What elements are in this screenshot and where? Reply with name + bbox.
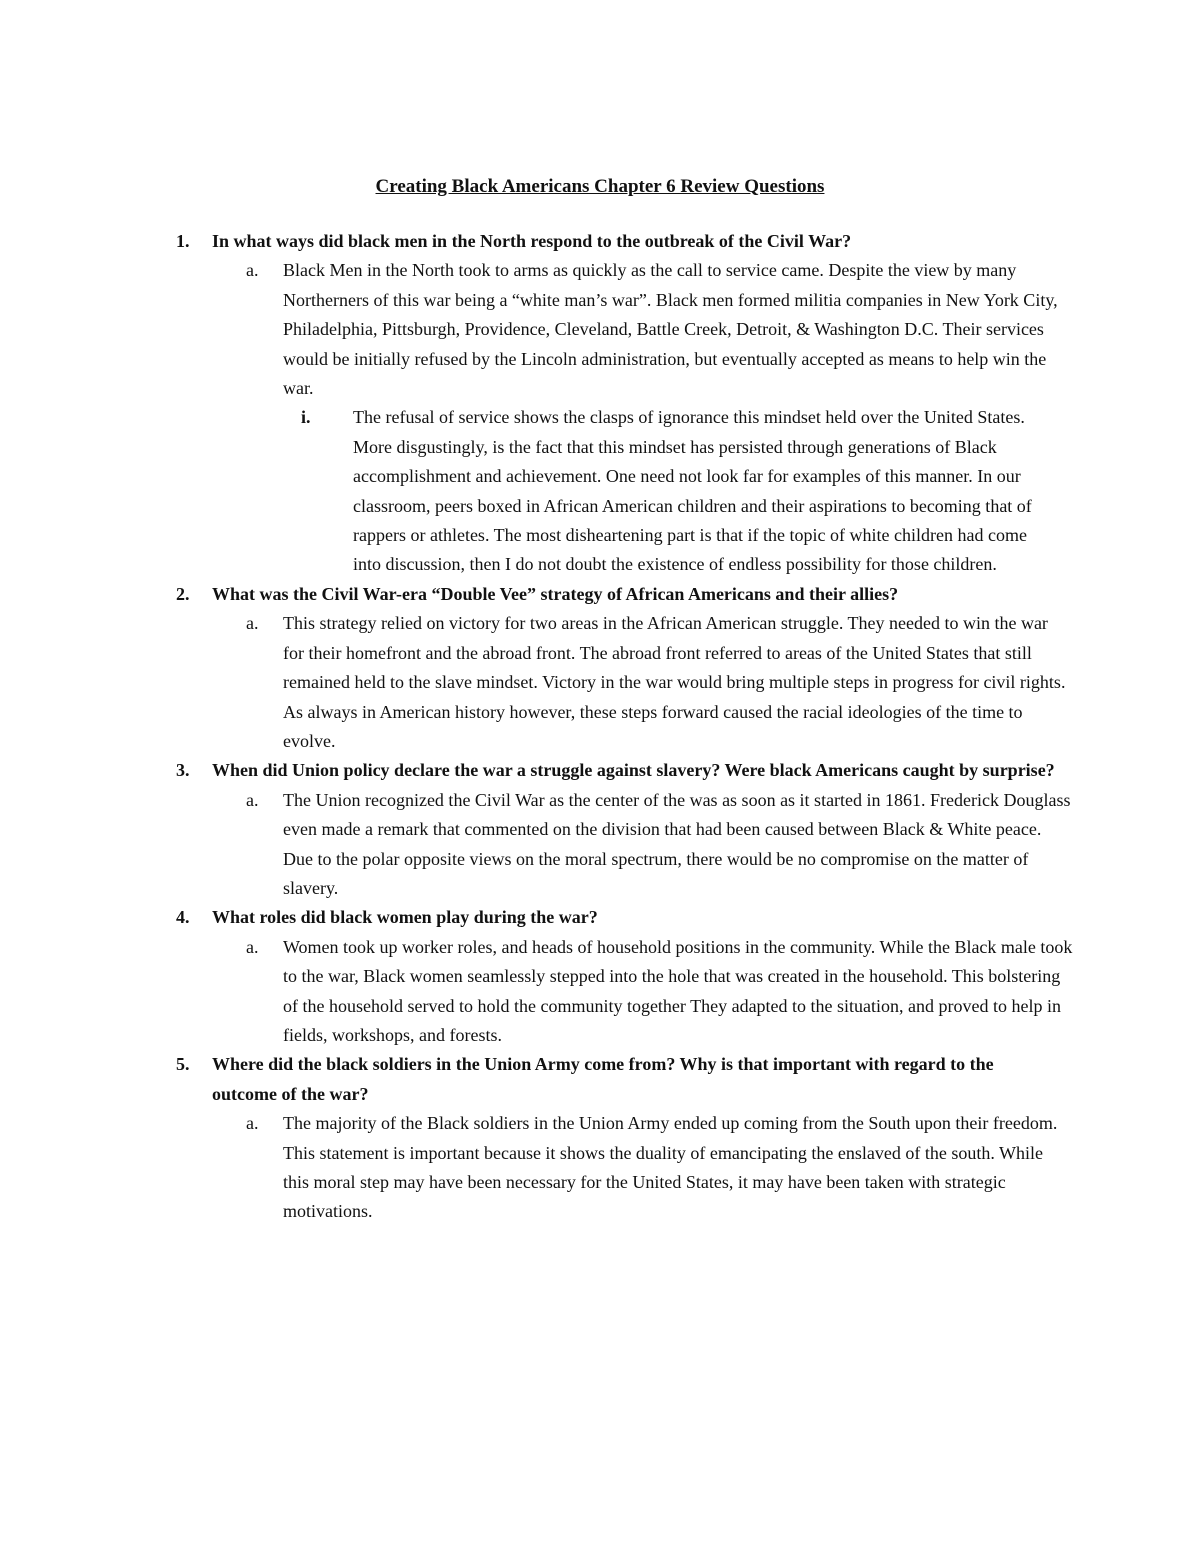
answer-letter: a. [246,1113,259,1134]
question-item [0,580,1200,756]
question-text: Where did the black soldiers in the Union Army come from? Why is that important with regard to the outcome of the war? [212,1054,994,1104]
answer-letter: a. [246,936,259,957]
question-number: 1. [176,231,190,251]
answer-item [0,786,1200,904]
question-text: In what ways did black men in the North respond to the outbreak of the Civil War? [212,231,852,251]
question-number: 3. [176,760,190,781]
question-item [0,756,1200,903]
answer-item [0,933,1200,1051]
question-text: What was the Civil War-era “Double Vee” strategy of African Americans and their allies? [212,583,899,604]
answer-item [0,609,1200,756]
question-item [0,903,1200,1050]
answer-text: The Union recognized the Civil War as the center of the was as soon as it started in 1861. Frederick Douglass even made a remark that commented on the division that had been caused between Black & White peace. Due to the polar opposite views on the moral spectrum, there would be no compromise on the matter of slavery. [283,789,1071,898]
question-item [0,227,1200,580]
answer-text: Women took up worker roles, and heads of household positions in the community. While the Black male took to the war, Black women seamlessly stepped into the hole that was created in the household. This bolstering of the household served to hold the community together They adapted to the situation, and proved to help in fields, workshops, and forests. [283,936,1073,1045]
answer-text: This strategy relied on victory for two areas in the African American struggle. They needed to win the war for their homefront and the abroad front. The abroad front referred to areas of the United States that still remained held to the slave mindset. Victory in the war would bring multiple steps in progress for civil rights. As always in American history however, these steps forward caused the racial ideologies of the time to evolve. [283,613,1066,751]
question-text: When did Union policy declare the war a struggle against slavery? Were black Americans caught by surprise? [212,760,1055,781]
question-number: 2. [176,583,190,604]
question-item [0,1050,1200,1226]
question-text: What roles did black women play during the war? [212,907,598,928]
reflection-text: The refusal of service shows the clasps of ignorance this mindset held over the United States. More disgustingly, is the fact that this mindset has persisted through generations of Black accomplishment and achievement. One need not look far for examples of this manner. In our classroom, peers boxed in African American children and their aspirations to becoming that of rappers or athletes. The most disheartening part is that if the topic of white children had come into discussion, then I do not doubt the existence of endless possibility for those children. [353,407,1032,575]
answer-item [0,256,1200,579]
question-list [0,227,1200,1227]
document-title: Creating Black Americans Chapter 6 Review Questions [375,176,825,197]
answer-text: Black Men in the North took to arms as quickly as the call to service came. Despite the view by many Northerners of this war being a “white man’s war”. Black men formed militia companies in New York City, Philadelphia, Pittsburgh, Providence, Cleveland, Battle Creek, Detroit, & Washington D.C. Their services would be initially refused by the Lincoln administration, but eventually accepted as means to help win the war. [283,260,1058,399]
reflection-numeral: i. [301,407,311,428]
answer-item [0,1109,1200,1227]
question-number: 4. [176,907,190,928]
answer-letter: a. [246,613,259,634]
answer-letter: a. [246,789,259,810]
question-number: 5. [176,1054,190,1075]
answer-letter: a. [246,260,259,281]
reflection-item [0,403,1200,579]
answer-text: The majority of the Black soldiers in the Union Army ended up coming from the South upon their freedom. This statement is important because it shows the duality of emancipating the enslaved of the south. While this moral step may have been necessary for the United States, it may have been taken with strategic motivations. [283,1113,1058,1222]
